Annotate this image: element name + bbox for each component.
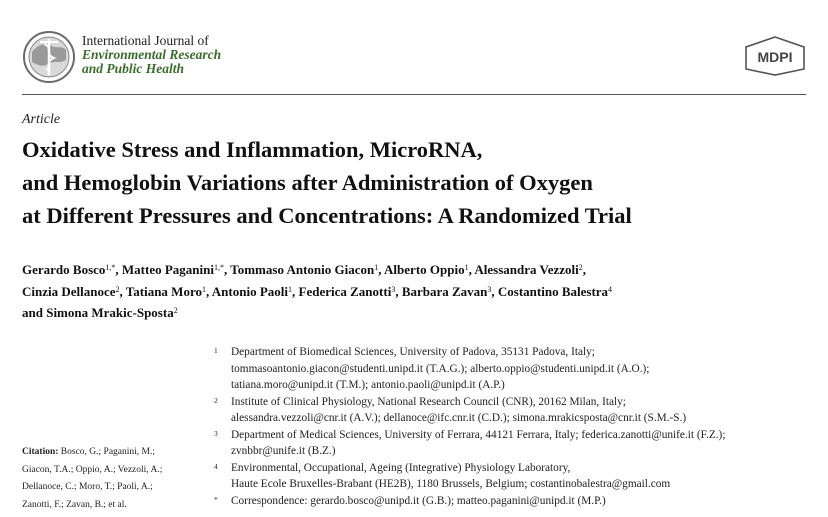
article-type: Article bbox=[22, 112, 61, 127]
author-line bbox=[22, 301, 812, 323]
author-name: Costantino Balestra bbox=[497, 283, 609, 299]
author-affil-marker: 1,* bbox=[213, 263, 224, 272]
author-affil-marker: 1 bbox=[202, 284, 206, 294]
author-separator: , bbox=[206, 283, 212, 299]
citation-line: Zanotti, F.; Zavan, B.; et al. bbox=[22, 499, 127, 510]
journal-name-line1: International Journal of bbox=[82, 33, 209, 48]
affiliation-line: alessandra.vezzoli@cnr.it (A.V.); dellanoce@ifc.cnr.it (C.D.); simona.mrakicsposta@cnr.it (S.M.-S.) bbox=[231, 412, 687, 424]
author-list bbox=[22, 258, 812, 323]
author-separator: , bbox=[292, 283, 299, 299]
correspondence-line: Correspondence: gerardo.bosco@unipd.it (G.B.); matteo.paganini@unipd.it (M.P.) bbox=[231, 494, 606, 507]
author-separator: , bbox=[582, 262, 587, 277]
affiliation-line: Environmental, Occupational, Ageing (Integrative) Physiology Laboratory, bbox=[231, 461, 571, 474]
author-name: Tatiana Moro bbox=[125, 283, 202, 299]
affiliation-line: Institute of Clinical Physiology, National Research Council (CNR), 20162 Milan, Italy; bbox=[231, 395, 626, 408]
journal-name-line3: and Public Health bbox=[82, 61, 185, 76]
author-separator: , bbox=[378, 262, 385, 277]
affiliation-number: 3 bbox=[214, 428, 218, 438]
author-affil-marker: 3 bbox=[487, 284, 492, 294]
author-separator: , bbox=[468, 262, 475, 277]
author-affil-marker: 1 bbox=[374, 263, 379, 272]
author-name: Antonio Paoli bbox=[211, 283, 289, 299]
journal-name-line2: Environmental Research bbox=[82, 47, 222, 62]
correspondence-item bbox=[214, 493, 814, 510]
author-name: Federica Zanotti bbox=[298, 283, 392, 299]
affiliation-number: 4 bbox=[214, 461, 218, 471]
article-title bbox=[22, 133, 812, 232]
affiliation-item bbox=[214, 460, 814, 493]
author-name: Cinzia Dellanoce bbox=[22, 283, 116, 299]
citation-text: Bosco, G.; Paganini, M.; bbox=[60, 447, 156, 457]
citation-label: Citation: bbox=[22, 447, 59, 457]
author-affil-marker: 1 bbox=[288, 284, 293, 294]
author-name: and Simona Mrakic-Sposta bbox=[22, 305, 174, 320]
author-affil-marker: 2 bbox=[578, 263, 583, 272]
author-affil-marker: 2 bbox=[115, 284, 120, 294]
affiliation-line: tommasoantonio.giacon@studenti.unipd.it (T.A.G.); alberto.oppio@studenti.unipd.it (A.O.); bbox=[231, 362, 650, 375]
affiliation-line: Department of Medical Sciences, University of Ferrara, 44121 Ferrara, Italy; federica.zanotti@unife.it (F.Z.); bbox=[231, 428, 726, 441]
author-separator: , bbox=[491, 283, 498, 299]
author-affil-marker: 1,* bbox=[105, 263, 116, 272]
author-name: Alberto Oppio bbox=[384, 262, 465, 277]
journal-header bbox=[22, 30, 808, 94]
author-line bbox=[22, 280, 812, 302]
citation-line bbox=[22, 444, 202, 462]
affiliation-line: zvnbbr@unife.it (B.Z.) bbox=[231, 445, 336, 457]
journal-emblem-icon bbox=[22, 30, 76, 84]
affiliation-line: Haute Ecole Bruxelles-Brabant (HE2B), 1180 Brussels, Belgium; costantinobalestra@gmail.com bbox=[231, 478, 671, 490]
author-separator: , bbox=[119, 283, 126, 299]
author-name: Alessandra Vezzoli bbox=[474, 262, 579, 277]
author-name: Gerardo Bosco bbox=[22, 262, 106, 277]
affiliation-line: Department of Biomedical Sciences, University of Padova, 35131 Padova, Italy; bbox=[231, 346, 595, 358]
affiliation-number: 1 bbox=[214, 346, 218, 355]
citation-line: Giacon, T.A.; Oppio, A.; Vezzoli, A.; bbox=[22, 464, 163, 475]
author-affil-marker: 2 bbox=[173, 306, 178, 315]
affiliation-item bbox=[214, 394, 814, 427]
author-name: Matteo Paganini bbox=[121, 262, 214, 277]
author-separator: , bbox=[395, 283, 402, 299]
title-line: Oxidative Stress and Inflammation, MicroRNA, bbox=[22, 137, 483, 162]
affiliation-item bbox=[214, 344, 814, 394]
affiliation-number: 2 bbox=[214, 395, 218, 405]
header-divider bbox=[22, 94, 806, 95]
author-separator: , bbox=[115, 262, 122, 277]
author-name: Barbara Zavan bbox=[401, 283, 488, 299]
mdpi-logo bbox=[744, 36, 806, 76]
title-line: at Different Pressures and Concentrations: A Randomized Trial bbox=[22, 203, 632, 228]
citation-block bbox=[22, 444, 202, 514]
author-line bbox=[22, 258, 812, 280]
affiliation-list bbox=[214, 344, 814, 509]
author-name: Tommaso Antonio Giacon bbox=[230, 262, 375, 277]
mdpi-logo-text: MDPI bbox=[757, 49, 793, 65]
author-affil-marker: 1 bbox=[464, 263, 469, 272]
correspondence-marker: * bbox=[214, 494, 218, 504]
citation-line: Dellanoce, C.; Moro, T.; Paoli, A.; bbox=[22, 482, 153, 492]
author-separator: , bbox=[223, 262, 231, 277]
author-affil-marker: 4 bbox=[608, 284, 613, 294]
affiliation-item bbox=[214, 427, 814, 460]
journal-name bbox=[82, 34, 221, 76]
author-affil-marker: 3 bbox=[391, 284, 396, 294]
title-line: and Hemoglobin Variations after Administration of Oxygen bbox=[22, 170, 593, 195]
affiliation-line: tatiana.moro@unipd.it (T.M.); antonio.paoli@unipd.it (A.P.) bbox=[231, 379, 505, 391]
